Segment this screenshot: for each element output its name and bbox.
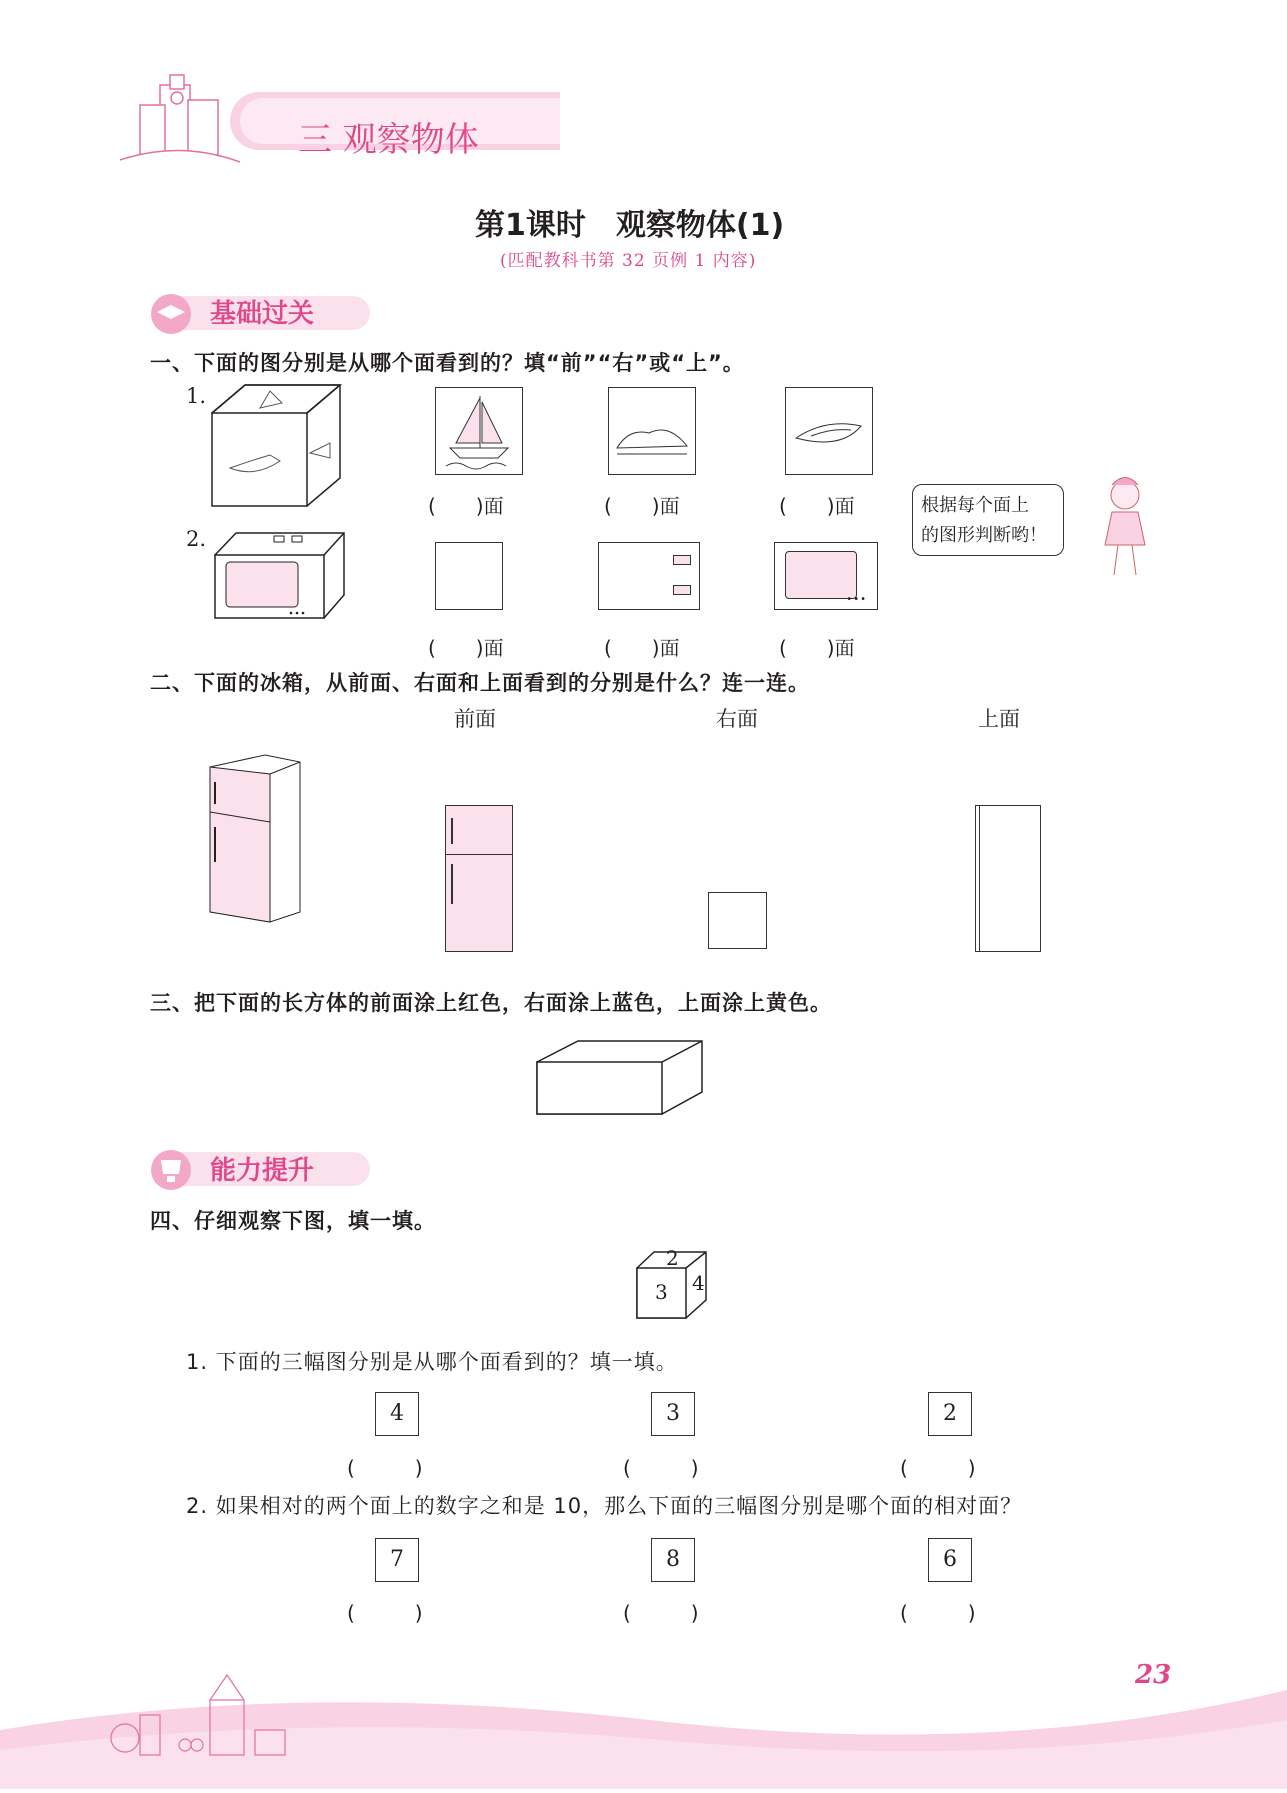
sub2-box-1: 7	[375, 1538, 419, 1582]
cuboid-figure[interactable]	[536, 1040, 706, 1120]
fridge-right-view	[975, 805, 1041, 952]
q4-prompt: 四、仔细观察下图，填一填。	[150, 1209, 436, 1233]
sub1-blank-3[interactable]: ( )	[900, 1456, 976, 1480]
q2-label-top: 上面	[978, 707, 1020, 731]
q2-label-front: 前面	[454, 707, 496, 731]
sailboat-view	[435, 387, 523, 475]
q1-blank-2a[interactable]: ( )面	[428, 636, 504, 660]
hint-line-2: 的图形判断哟！	[921, 525, 1047, 546]
sub1-blank-1[interactable]: ( )	[347, 1456, 423, 1480]
sub1-box-1: 4	[375, 1392, 419, 1436]
lesson-subtitle: (匹配教科书第 32 页例 1 内容)	[500, 251, 757, 271]
fridge-top-view	[708, 892, 767, 949]
microwave-front-view: •••	[774, 542, 878, 610]
q4-sub2: 2. 如果相对的两个面上的数字之和是 10，那么下面的三幅图分别是哪个面的相对面？	[186, 1494, 1023, 1518]
q1-prompt: 一、下面的图分别是从哪个面看到的？填“前”“右”或“上”。	[150, 351, 745, 375]
lesson-title: 第1课时 观察物体(1)	[475, 208, 785, 243]
q3-prompt: 三、把下面的长方体的前面涂上红色，右面涂上蓝色，上面涂上黄色。	[150, 991, 832, 1015]
cube-front-number: 3	[655, 1280, 668, 1304]
q1-blank-1a[interactable]: ( )面	[428, 494, 504, 518]
q1-blank-1b[interactable]: ( )面	[604, 494, 680, 518]
q2-label-right: 右面	[716, 707, 758, 731]
q4-sub1: 1. 下面的三幅图分别是从哪个面看到的？填一填。	[186, 1350, 678, 1374]
section-basic-title: 基础过关	[210, 299, 315, 329]
q1-blank-2b[interactable]: ( )面	[604, 636, 680, 660]
fridge-3d-figure	[205, 752, 305, 931]
sub2-blank-2[interactable]: ( )	[623, 1601, 699, 1625]
fridge-front-view	[445, 805, 513, 952]
q1-item2-label: 2.	[186, 527, 207, 551]
section-advanced-title: 能力提升	[210, 1156, 315, 1186]
cube-top-number: 2	[666, 1246, 679, 1270]
girl-illustration	[1090, 470, 1160, 584]
q1-blank-2c[interactable]: ( )面	[779, 636, 855, 660]
sub2-blank-3[interactable]: ( )	[900, 1601, 976, 1625]
microwave-top-view	[598, 542, 700, 610]
q2-prompt: 二、下面的冰箱，从前面、右面和上面看到的分别是什么？连一连。	[150, 671, 810, 695]
cube-right-number: 4	[692, 1271, 705, 1295]
page-number: 23	[1135, 1660, 1172, 1690]
microwave-side-view	[435, 542, 503, 610]
q1-item1-label: 1.	[186, 384, 207, 408]
footer-wave	[0, 1660, 1287, 1789]
boat-cube-figure	[210, 383, 350, 512]
unit-title: 三 观察物体	[298, 120, 479, 160]
sub2-blank-1[interactable]: ( )	[347, 1601, 423, 1625]
microwave-figure	[214, 530, 349, 624]
sub1-box-3: 2	[928, 1392, 972, 1436]
sub1-blank-2[interactable]: ( )	[623, 1456, 699, 1480]
sub2-box-2: 8	[651, 1538, 695, 1582]
boat-top-view	[785, 387, 873, 475]
hint-line-1: 根据每个面上	[921, 495, 1029, 516]
q1-blank-1c[interactable]: ( )面	[779, 494, 855, 518]
sub1-box-2: 3	[651, 1392, 695, 1436]
boat-side-view	[608, 387, 696, 475]
hint-speech-bubble	[912, 484, 1064, 556]
sub2-box-3: 6	[928, 1538, 972, 1582]
